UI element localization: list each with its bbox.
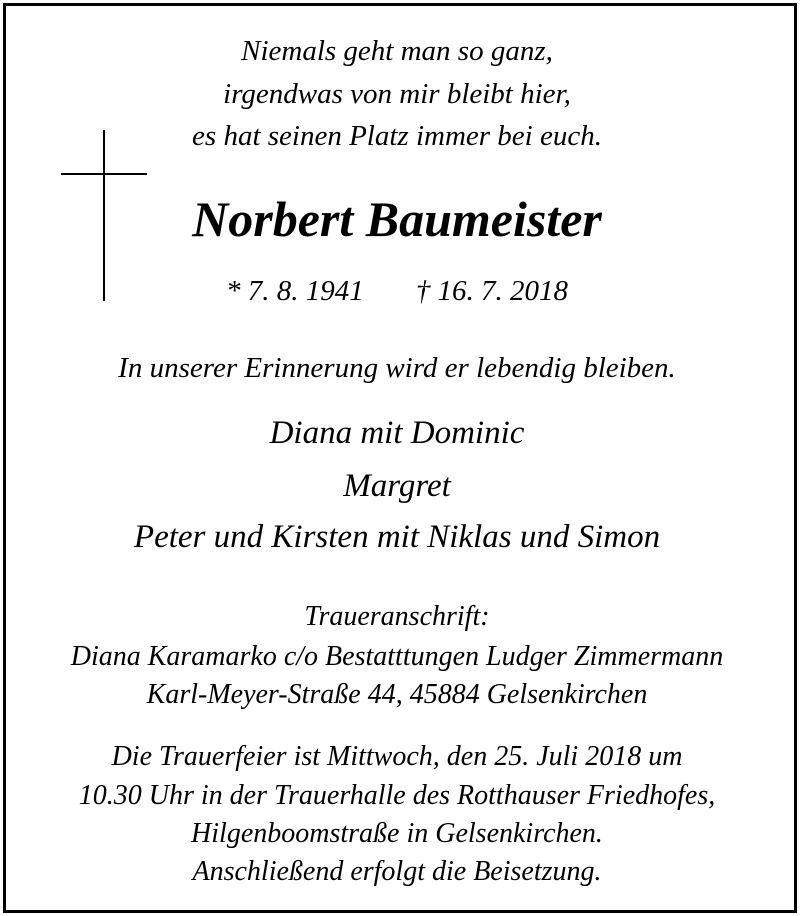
mourning-address-line: Diana Karamarko c/o Bestatttungen Ludger Zimmermann bbox=[70, 641, 724, 672]
cross-horizontal-bar bbox=[61, 173, 147, 175]
ceremony-line: Anschließend erfolgt die Beisetzung. bbox=[192, 856, 602, 887]
ceremony-line: Hilgenboomstraße in Gelsenkirchen. bbox=[191, 818, 603, 849]
family-member-line: Diana mit Dominic bbox=[269, 415, 525, 451]
family-member-line: Margret bbox=[343, 468, 451, 504]
ceremony-line: Die Trauerfeier ist Mittwoch, den 25. Juli 2018 um bbox=[111, 741, 683, 772]
birth-date: * 7. 8. 1941 bbox=[226, 275, 364, 307]
mourning-address-heading: Traueranschrift: bbox=[304, 601, 490, 632]
family-member-line: Peter und Kirsten mit Niklas und Simon bbox=[133, 519, 661, 555]
poem-line: irgendwas von mir bleibt hier, bbox=[223, 78, 571, 110]
poem-line: Niemals geht man so ganz, bbox=[241, 35, 553, 67]
deceased-name: Norbert Baumeister bbox=[192, 191, 602, 247]
death-date: † 16. 7. 2018 bbox=[415, 275, 568, 307]
life-dates bbox=[0, 274, 794, 308]
poem-line: es hat seinen Platz immer bei euch. bbox=[192, 120, 602, 152]
memorial-motto: In unserer Erinnerung wird er lebendig bleiben. bbox=[118, 352, 676, 384]
mourning-address-line: Karl-Meyer-Straße 44, 45884 Gelsenkirchen bbox=[146, 679, 648, 710]
ceremony-line: 10.30 Uhr in der Trauerhalle des Rotthauser Friedhofes, bbox=[78, 780, 716, 811]
